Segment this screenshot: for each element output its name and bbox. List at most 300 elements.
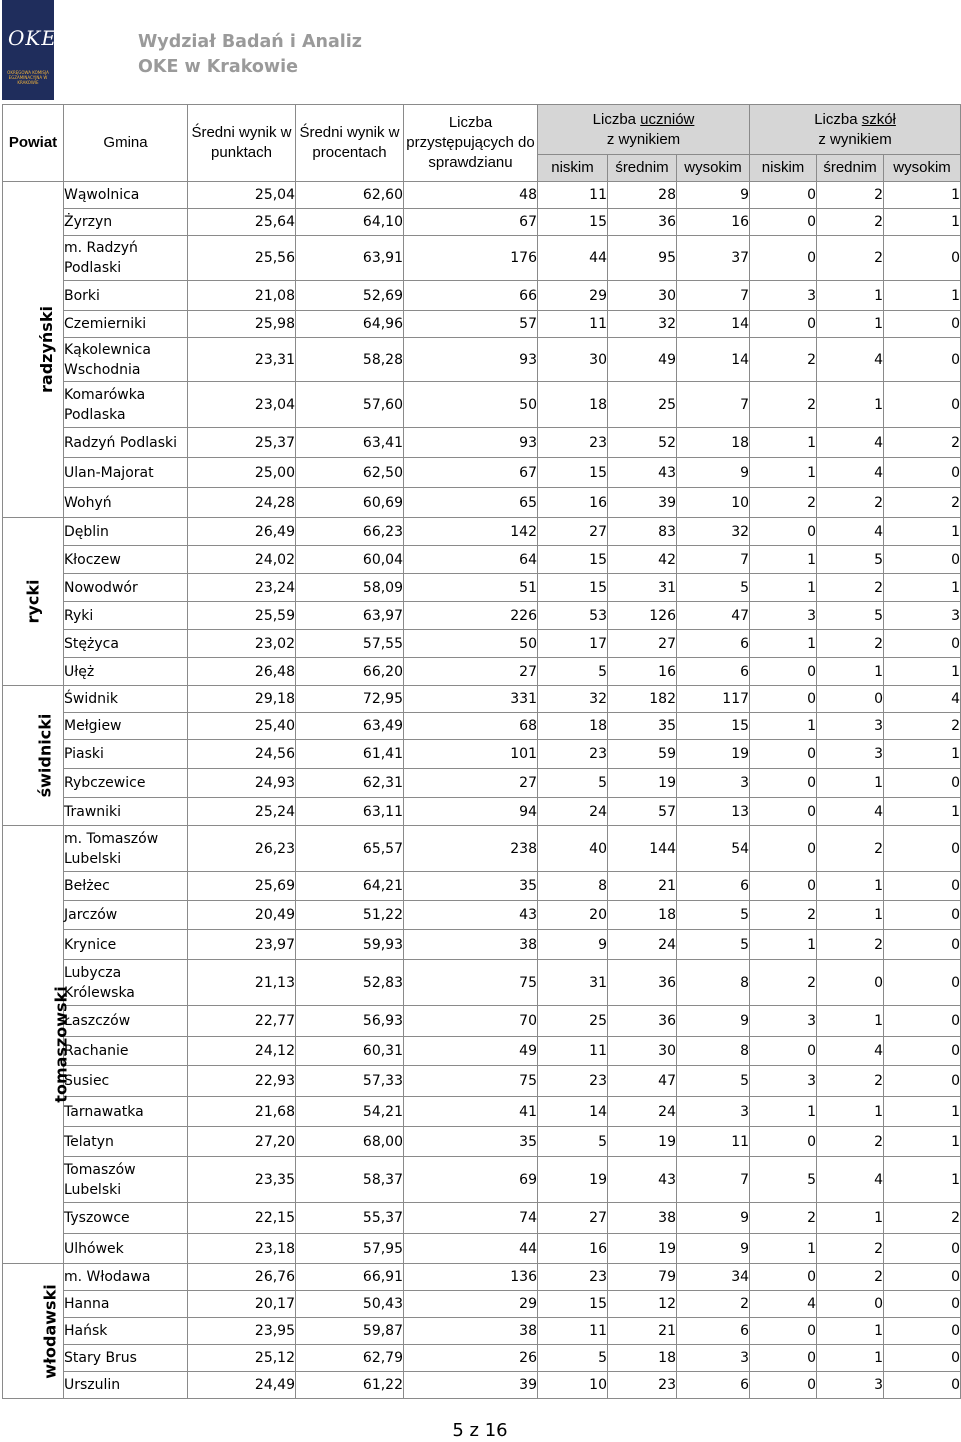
value-cell: 3 [750, 281, 817, 311]
value-cell: 5 [817, 602, 884, 630]
value-cell: 18 [538, 382, 608, 428]
value-cell: 15 [538, 574, 608, 602]
gmina-cell: Wąwolnica [64, 182, 188, 209]
value-cell: 75 [404, 1066, 538, 1097]
value-cell: 0 [750, 236, 817, 281]
value-cell: 42 [608, 546, 677, 574]
value-cell: 26 [404, 1345, 538, 1372]
gmina-cell: Komarówka Podlaska [64, 382, 188, 428]
results-table [2, 104, 961, 1399]
value-cell: 31 [538, 960, 608, 1006]
value-cell: 61,22 [296, 1372, 404, 1399]
value-cell: 4 [817, 338, 884, 382]
value-cell: 1 [884, 1127, 961, 1157]
value-cell: 8 [677, 1037, 750, 1066]
value-cell: 15 [538, 546, 608, 574]
value-cell: 20 [538, 901, 608, 930]
value-cell: 57 [608, 798, 677, 826]
value-cell: 60,31 [296, 1037, 404, 1066]
value-cell: 0 [817, 1291, 884, 1318]
value-cell: 1 [884, 182, 961, 209]
value-cell: 24,02 [188, 546, 296, 574]
value-cell: 0 [750, 769, 817, 798]
value-cell: 18 [608, 901, 677, 930]
value-cell: 331 [404, 686, 538, 713]
value-cell: 3 [817, 740, 884, 769]
subheader-students-2: wysokim [677, 155, 750, 182]
gmina-cell: Rybczewice [64, 769, 188, 798]
value-cell: 63,97 [296, 602, 404, 630]
value-cell: 9 [538, 930, 608, 960]
value-cell: 54,21 [296, 1097, 404, 1127]
table-row [3, 1318, 961, 1345]
value-cell: 16 [538, 1234, 608, 1264]
value-cell: 4 [817, 798, 884, 826]
value-cell: 58,37 [296, 1157, 404, 1203]
value-cell: 5 [538, 1345, 608, 1372]
value-cell: 18 [677, 428, 750, 458]
value-cell: 2 [884, 713, 961, 740]
value-cell: 25,24 [188, 798, 296, 826]
value-cell: 0 [884, 1291, 961, 1318]
value-cell: 21,13 [188, 960, 296, 1006]
gmina-cell: Ryki [64, 602, 188, 630]
gmina-cell: Świdnik [64, 686, 188, 713]
value-cell: 21,08 [188, 281, 296, 311]
value-cell: 7 [677, 1157, 750, 1203]
value-cell: 14 [677, 338, 750, 382]
table-row [3, 872, 961, 901]
value-cell: 64,21 [296, 872, 404, 901]
value-cell: 51 [404, 574, 538, 602]
value-cell: 0 [884, 769, 961, 798]
value-cell: 226 [404, 602, 538, 630]
value-cell: 2 [750, 901, 817, 930]
value-cell: 11 [538, 182, 608, 209]
value-cell: 1 [750, 546, 817, 574]
value-cell: 7 [677, 281, 750, 311]
gmina-cell: Kłoczew [64, 546, 188, 574]
gmina-cell: Tarnawatka [64, 1097, 188, 1127]
value-cell: 5 [750, 1157, 817, 1203]
organization-name [138, 30, 362, 80]
value-cell: 142 [404, 518, 538, 546]
value-cell: 1 [884, 798, 961, 826]
value-cell: 1 [750, 630, 817, 658]
table-row [3, 1203, 961, 1234]
gmina-cell: Krynice [64, 930, 188, 960]
table-row [3, 798, 961, 826]
value-cell: 25,64 [188, 209, 296, 236]
gmina-cell: Piaski [64, 740, 188, 769]
value-cell: 30 [608, 1037, 677, 1066]
value-cell: 19 [608, 1234, 677, 1264]
value-cell: 68 [404, 713, 538, 740]
value-cell: 0 [750, 1264, 817, 1291]
value-cell: 0 [817, 686, 884, 713]
value-cell: 2 [884, 428, 961, 458]
table-row [3, 769, 961, 798]
powiat-label: tomaszowski [51, 986, 71, 1103]
value-cell: 2 [677, 1291, 750, 1318]
value-cell: 2 [817, 182, 884, 209]
gmina-cell: Łaszczów [64, 1006, 188, 1037]
table-row [3, 382, 961, 428]
value-cell: 25,37 [188, 428, 296, 458]
value-cell: 15 [538, 1291, 608, 1318]
powiat-cell [3, 518, 64, 686]
value-cell: 43 [608, 458, 677, 488]
gmina-cell: Stary Brus [64, 1345, 188, 1372]
value-cell: 67 [404, 458, 538, 488]
value-cell: 3 [677, 1097, 750, 1127]
value-cell: 2 [817, 930, 884, 960]
value-cell: 49 [404, 1037, 538, 1066]
value-cell: 0 [884, 1372, 961, 1399]
value-cell: 144 [608, 826, 677, 872]
table-row [3, 458, 961, 488]
value-cell: 1 [884, 281, 961, 311]
table-row [3, 1264, 961, 1291]
gmina-cell: Radzyń Podlaski [64, 428, 188, 458]
gmina-cell: Bełżec [64, 872, 188, 901]
value-cell: 1 [750, 428, 817, 458]
value-cell: 2 [817, 1127, 884, 1157]
table-row [3, 1291, 961, 1318]
value-cell: 1 [817, 311, 884, 338]
value-cell: 0 [884, 901, 961, 930]
gmina-cell: m. Włodawa [64, 1264, 188, 1291]
table-row [3, 1345, 961, 1372]
table-row [3, 311, 961, 338]
value-cell: 55,37 [296, 1203, 404, 1234]
value-cell: 75 [404, 960, 538, 1006]
value-cell: 79 [608, 1264, 677, 1291]
powiat-cell [3, 686, 64, 826]
value-cell: 93 [404, 428, 538, 458]
value-cell: 2 [817, 630, 884, 658]
value-cell: 1 [817, 658, 884, 686]
value-cell: 1 [884, 658, 961, 686]
value-cell: 64 [404, 546, 538, 574]
powiat-label: świdnicki [35, 713, 55, 798]
value-cell: 68,00 [296, 1127, 404, 1157]
value-cell: 62,50 [296, 458, 404, 488]
gmina-cell: Kąkolewnica Wschodnia [64, 338, 188, 382]
value-cell: 62,60 [296, 182, 404, 209]
value-cell: 36 [608, 1006, 677, 1037]
value-cell: 1 [884, 209, 961, 236]
value-cell: 21 [608, 872, 677, 901]
gmina-cell: Ulhówek [64, 1234, 188, 1264]
value-cell: 22,93 [188, 1066, 296, 1097]
powiat-cell [3, 182, 64, 518]
value-cell: 35 [404, 1127, 538, 1157]
gmina-cell: Lubycza Królewska [64, 960, 188, 1006]
gmina-cell: Wohyń [64, 488, 188, 518]
value-cell: 60,69 [296, 488, 404, 518]
value-cell: 0 [884, 382, 961, 428]
value-cell: 1 [750, 458, 817, 488]
value-cell: 7 [677, 546, 750, 574]
value-cell: 117 [677, 686, 750, 713]
value-cell: 83 [608, 518, 677, 546]
value-cell: 63,41 [296, 428, 404, 458]
value-cell: 8 [677, 960, 750, 1006]
value-cell: 39 [608, 488, 677, 518]
value-cell: 53 [538, 602, 608, 630]
value-cell: 6 [677, 1318, 750, 1345]
value-cell: 22,15 [188, 1203, 296, 1234]
table-row [3, 930, 961, 960]
value-cell: 32 [677, 518, 750, 546]
value-cell: 2 [817, 236, 884, 281]
value-cell: 7 [677, 382, 750, 428]
value-cell: 0 [884, 1318, 961, 1345]
value-cell: 4 [750, 1291, 817, 1318]
value-cell: 15 [538, 209, 608, 236]
value-cell: 23,95 [188, 1318, 296, 1345]
table-body [3, 182, 961, 1399]
value-cell: 30 [608, 281, 677, 311]
value-cell: 6 [677, 1372, 750, 1399]
value-cell: 52 [608, 428, 677, 458]
value-cell: 20,17 [188, 1291, 296, 1318]
value-cell: 238 [404, 826, 538, 872]
value-cell: 60,04 [296, 546, 404, 574]
value-cell: 1 [817, 281, 884, 311]
value-cell: 59,93 [296, 930, 404, 960]
value-cell: 2 [750, 338, 817, 382]
value-cell: 11 [677, 1127, 750, 1157]
value-cell: 4 [817, 518, 884, 546]
value-cell: 70 [404, 1006, 538, 1037]
gmina-cell: Hańsk [64, 1318, 188, 1345]
value-cell: 25,04 [188, 182, 296, 209]
gmina-cell: Czemierniki [64, 311, 188, 338]
gmina-cell: Tyszowce [64, 1203, 188, 1234]
value-cell: 54 [677, 826, 750, 872]
value-cell: 9 [677, 182, 750, 209]
value-cell: 51,22 [296, 901, 404, 930]
value-cell: 64,96 [296, 311, 404, 338]
org-line-1: Wydział Badań i Analiz [138, 32, 362, 52]
value-cell: 1 [817, 769, 884, 798]
value-cell: 5 [677, 574, 750, 602]
table-row [3, 1037, 961, 1066]
value-cell: 182 [608, 686, 677, 713]
powiat-label: włodawski [40, 1283, 60, 1379]
value-cell: 0 [750, 740, 817, 769]
value-cell: 23 [538, 1066, 608, 1097]
value-cell: 36 [608, 960, 677, 1006]
oke-logo [2, 0, 57, 100]
value-cell: 0 [817, 960, 884, 1006]
value-cell: 19 [608, 769, 677, 798]
value-cell: 0 [750, 182, 817, 209]
value-cell: 0 [884, 630, 961, 658]
powiat-cell [3, 826, 71, 1264]
value-cell: 23,97 [188, 930, 296, 960]
value-cell: 15 [538, 458, 608, 488]
value-cell: 24,56 [188, 740, 296, 769]
table-row [3, 740, 961, 769]
value-cell: 0 [750, 518, 817, 546]
value-cell: 23 [608, 1372, 677, 1399]
gmina-cell: Susiec [64, 1066, 188, 1097]
gmina-cell: Borki [64, 281, 188, 311]
value-cell: 6 [677, 658, 750, 686]
value-cell: 26,23 [188, 826, 296, 872]
value-cell: 126 [608, 602, 677, 630]
value-cell: 19 [677, 740, 750, 769]
value-cell: 24 [608, 1097, 677, 1127]
value-cell: 15 [677, 713, 750, 740]
value-cell: 2 [750, 960, 817, 1006]
value-cell: 64,10 [296, 209, 404, 236]
gmina-cell: Mełgiew [64, 713, 188, 740]
value-cell: 2 [750, 1203, 817, 1234]
gmina-cell: Ulan-Majorat [64, 458, 188, 488]
value-cell: 52,69 [296, 281, 404, 311]
table-row [3, 209, 961, 236]
value-cell: 3 [884, 602, 961, 630]
table-row [3, 658, 961, 686]
gmina-cell: Trawniki [64, 798, 188, 826]
value-cell: 18 [538, 713, 608, 740]
value-cell: 0 [884, 1037, 961, 1066]
value-cell: 23 [538, 428, 608, 458]
value-cell: 37 [677, 236, 750, 281]
value-cell: 63,11 [296, 798, 404, 826]
value-cell: 0 [884, 1264, 961, 1291]
value-cell: 0 [750, 1345, 817, 1372]
value-cell: 0 [750, 826, 817, 872]
gmina-cell: Urszulin [64, 1372, 188, 1399]
value-cell: 10 [677, 488, 750, 518]
value-cell: 1 [817, 1006, 884, 1037]
value-cell: 4 [817, 428, 884, 458]
table-row [3, 713, 961, 740]
value-cell: 0 [884, 872, 961, 901]
value-cell: 2 [817, 1264, 884, 1291]
value-cell: 24,12 [188, 1037, 296, 1066]
value-cell: 2 [817, 826, 884, 872]
table-row [3, 1127, 961, 1157]
header-schools: Liczba szkół z wynikiem [750, 105, 961, 155]
value-cell: 29,18 [188, 686, 296, 713]
value-cell: 0 [884, 1066, 961, 1097]
value-cell: 44 [538, 236, 608, 281]
value-cell: 16 [677, 209, 750, 236]
header-participants: Liczba przystępujących do sprawdzianu [404, 105, 538, 182]
powiat-label: radzyński [36, 306, 56, 393]
gmina-cell: Hanna [64, 1291, 188, 1318]
value-cell: 4 [817, 1037, 884, 1066]
value-cell: 27 [538, 518, 608, 546]
subheader-students-0: niskim [538, 155, 608, 182]
value-cell: 26,48 [188, 658, 296, 686]
value-cell: 6 [677, 630, 750, 658]
value-cell: 1 [884, 1097, 961, 1127]
value-cell: 4 [817, 458, 884, 488]
value-cell: 40 [538, 826, 608, 872]
value-cell: 23,04 [188, 382, 296, 428]
value-cell: 4 [817, 1157, 884, 1203]
value-cell: 63,49 [296, 713, 404, 740]
value-cell: 25,00 [188, 458, 296, 488]
value-cell: 136 [404, 1264, 538, 1291]
value-cell: 1 [817, 872, 884, 901]
gmina-cell: Telatyn [64, 1127, 188, 1157]
value-cell: 24 [608, 930, 677, 960]
value-cell: 17 [538, 630, 608, 658]
value-cell: 11 [538, 1037, 608, 1066]
value-cell: 74 [404, 1203, 538, 1234]
value-cell: 10 [538, 1372, 608, 1399]
value-cell: 1 [750, 1097, 817, 1127]
gmina-cell: Nowodwór [64, 574, 188, 602]
value-cell: 25 [608, 382, 677, 428]
value-cell: 72,95 [296, 686, 404, 713]
value-cell: 1 [884, 740, 961, 769]
value-cell: 52,83 [296, 960, 404, 1006]
value-cell: 0 [750, 311, 817, 338]
value-cell: 0 [884, 930, 961, 960]
gmina-cell: Tomaszów Lubelski [64, 1157, 188, 1203]
page-number: 5 z 16 [452, 1420, 508, 1441]
value-cell: 1 [817, 1203, 884, 1234]
value-cell: 0 [750, 872, 817, 901]
value-cell: 2 [817, 488, 884, 518]
value-cell: 2 [817, 1066, 884, 1097]
value-cell: 1 [750, 930, 817, 960]
value-cell: 39 [404, 1372, 538, 1399]
value-cell: 23,18 [188, 1234, 296, 1264]
table-row [3, 960, 961, 1006]
value-cell: 43 [608, 1157, 677, 1203]
table-row [3, 236, 961, 281]
value-cell: 57,33 [296, 1066, 404, 1097]
table-row [3, 630, 961, 658]
value-cell: 0 [884, 546, 961, 574]
table-row [3, 182, 961, 209]
table-row [3, 574, 961, 602]
table-row [3, 901, 961, 930]
value-cell: 0 [750, 686, 817, 713]
value-cell: 38 [404, 930, 538, 960]
gmina-cell: m. Radzyń Podlaski [64, 236, 188, 281]
value-cell: 43 [404, 901, 538, 930]
value-cell: 0 [750, 798, 817, 826]
value-cell: 50,43 [296, 1291, 404, 1318]
value-cell: 69 [404, 1157, 538, 1203]
value-cell: 1 [884, 518, 961, 546]
value-cell: 61,41 [296, 740, 404, 769]
value-cell: 32 [608, 311, 677, 338]
logo-mark: OKE [8, 26, 57, 50]
value-cell: 2 [817, 209, 884, 236]
value-cell: 5 [677, 1066, 750, 1097]
value-cell: 11 [538, 1318, 608, 1345]
value-cell: 58,09 [296, 574, 404, 602]
value-cell: 21,68 [188, 1097, 296, 1127]
value-cell: 32 [538, 686, 608, 713]
value-cell: 2 [750, 488, 817, 518]
value-cell: 0 [884, 960, 961, 1006]
subheader-schools-1: średnim [817, 155, 884, 182]
value-cell: 34 [677, 1264, 750, 1291]
